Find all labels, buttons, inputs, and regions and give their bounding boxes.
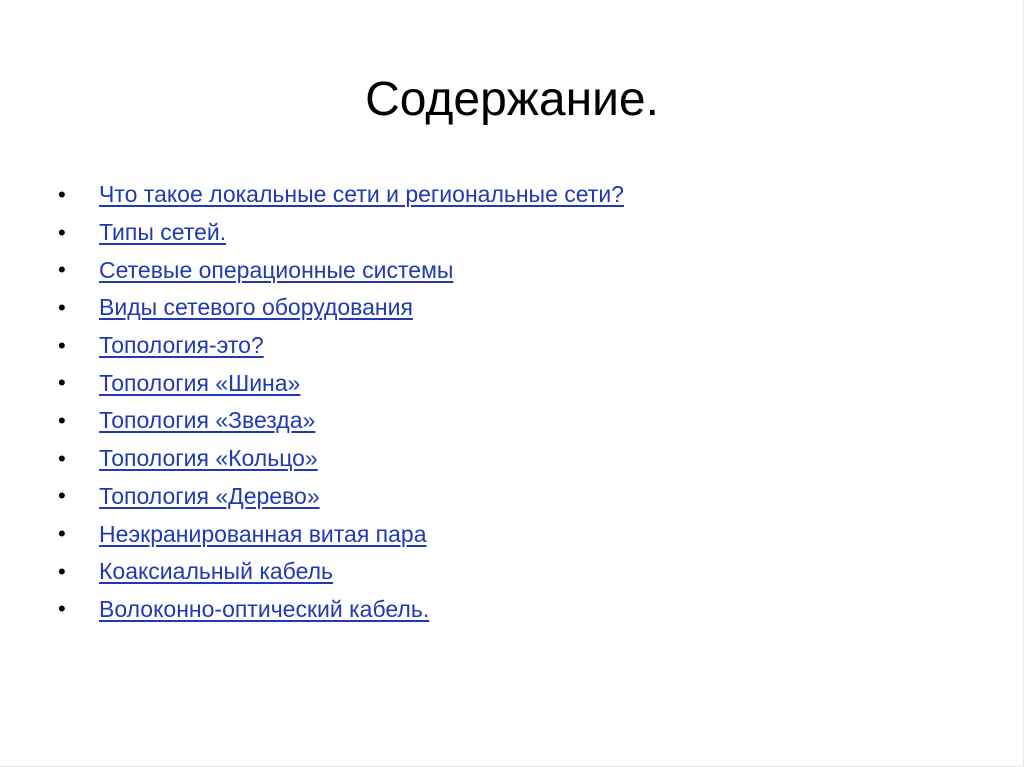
toc-link-lan-wan[interactable]: Что такое локальные сети и региональные сети? <box>99 181 624 208</box>
toc-link-utp-cable[interactable]: Неэкранированная витая пара <box>99 520 427 547</box>
list-item <box>58 515 624 553</box>
list-item <box>58 364 624 402</box>
list-item <box>58 591 624 629</box>
toc-link-network-os[interactable]: Сетевые операционные системы <box>99 256 454 283</box>
list-item <box>58 251 624 289</box>
list-item <box>58 214 624 252</box>
bullet-icon: • <box>58 596 66 622</box>
bullet-icon: • <box>58 483 66 509</box>
slide-title: Содержание. <box>365 73 659 126</box>
toc-link-coaxial-cable[interactable]: Коаксиальный кабель <box>99 558 334 585</box>
bullet-icon: • <box>58 181 66 207</box>
list-item <box>58 402 624 440</box>
toc-link-topology-bus[interactable]: Топология «Шина» <box>99 369 301 396</box>
list-item <box>58 553 624 591</box>
toc-link-network-types[interactable]: Типы сетей. <box>99 219 227 246</box>
bullet-icon: • <box>58 370 66 396</box>
list-item <box>58 327 624 365</box>
list-item <box>58 176 624 214</box>
bullet-icon: • <box>58 558 66 584</box>
list-item <box>58 289 624 327</box>
toc-link-topology-star[interactable]: Топология «Звезда» <box>99 407 316 434</box>
table-of-contents <box>58 176 624 628</box>
toc-link-topology-definition[interactable]: Топология-это? <box>99 332 264 359</box>
toc-link-topology-ring[interactable]: Топология «Кольцо» <box>99 445 318 472</box>
bullet-icon: • <box>58 257 66 283</box>
list-item <box>58 478 624 516</box>
toc-link-fiber-optic-cable[interactable]: Волоконно-оптический кабель. <box>99 595 430 622</box>
bullet-icon: • <box>58 407 66 433</box>
bullet-icon: • <box>58 219 66 245</box>
bullet-icon: • <box>58 294 66 320</box>
bullet-icon: • <box>58 332 66 358</box>
bullet-icon: • <box>58 521 66 547</box>
toc-link-topology-tree[interactable]: Топология «Дерево» <box>99 482 320 509</box>
list-item <box>58 440 624 478</box>
toc-link-network-equipment[interactable]: Виды сетевого оборудования <box>99 294 413 321</box>
bullet-icon: • <box>58 445 66 471</box>
